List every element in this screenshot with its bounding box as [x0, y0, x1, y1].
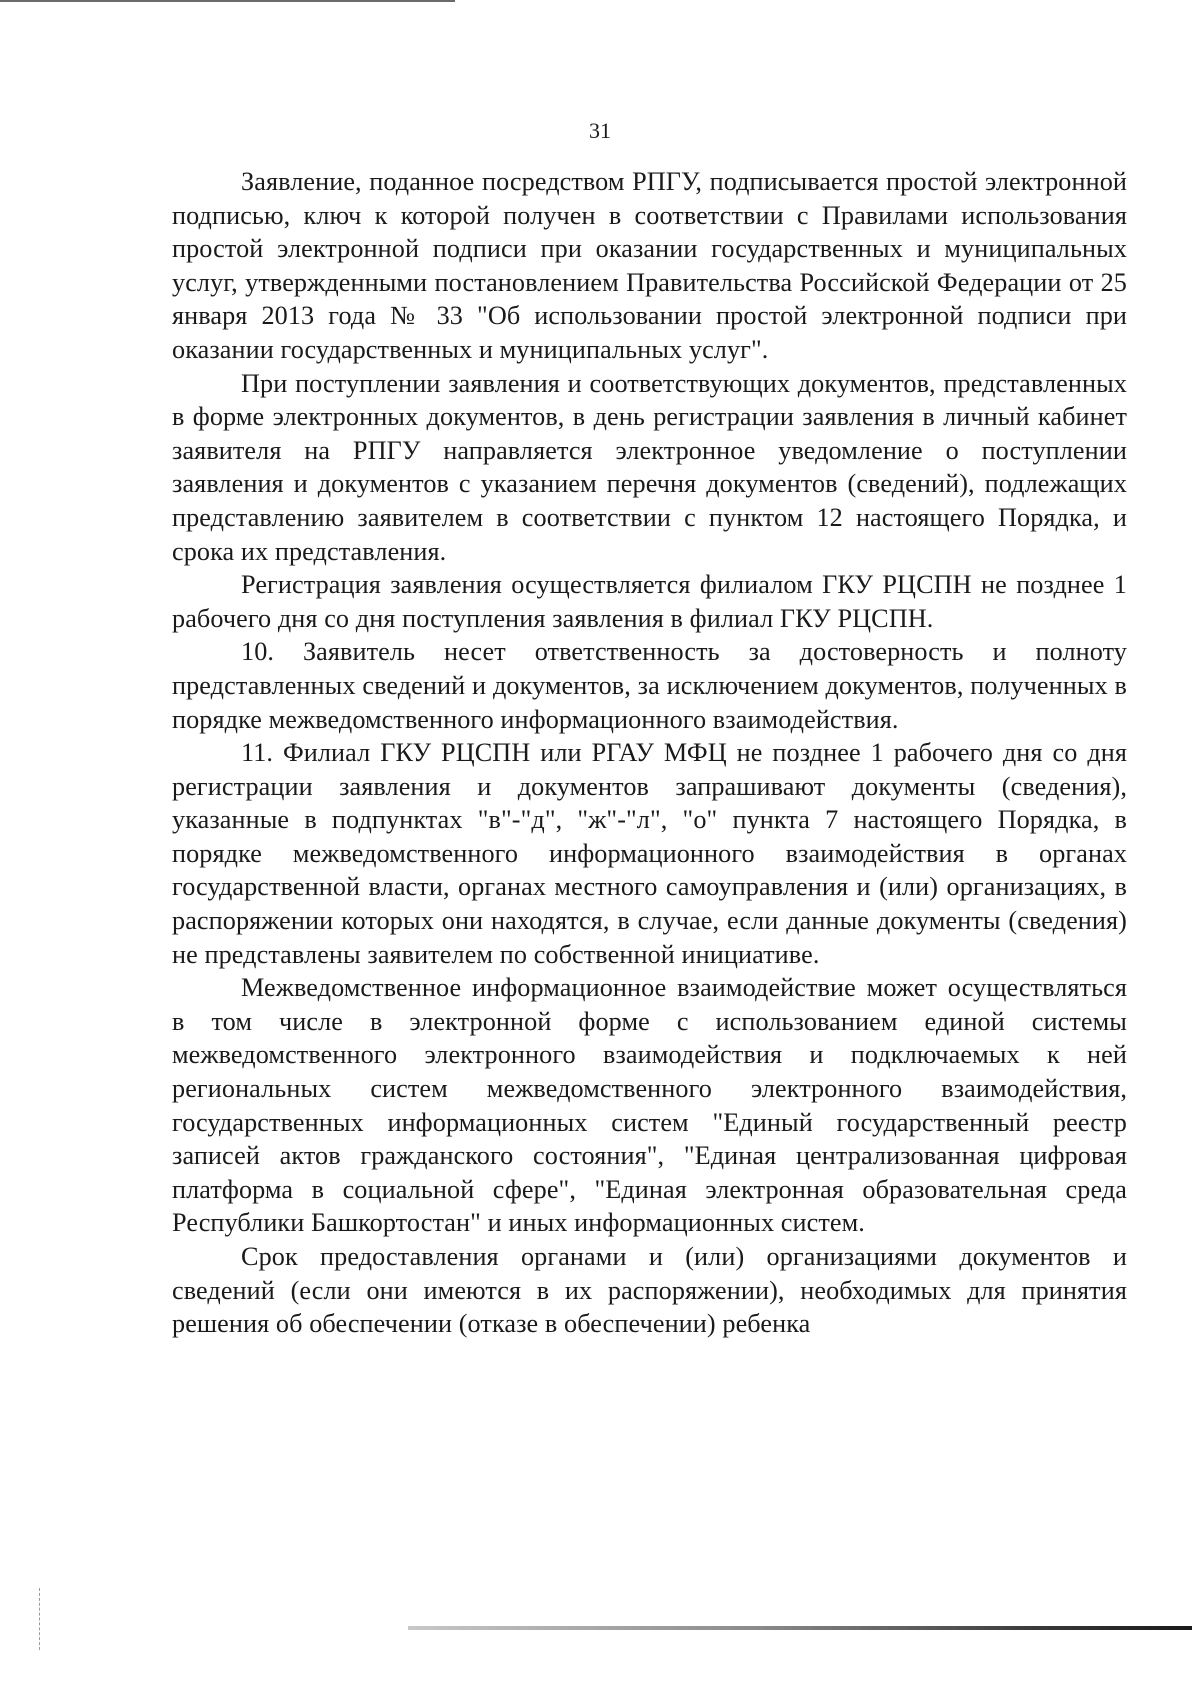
paragraph-4: 10. Заявитель несет ответственность за достоверность и полноту представленных сведений и документов, за исключением документов, полученных в порядке межведомственного информационного взаимодействия.	[172, 637, 1127, 734]
paragraph-6: Межведомственное информационное взаимодействие может осуществляться в том числе в электронной форме с использованием единой системы межведомственного электронного взаимодействия и подключаемых к ней региональных систем межведомственного электронного взаимодействия, государственных информационных систем "Единый государственный реестр записей актов гражданского состояния", "Единая централизованная цифровая платформа в социальной сфере", "Единая электронная образовательная среда Республики Башкортостан" и иных информационных систем.	[172, 973, 1127, 1238]
left-margin-marks	[39, 1588, 41, 1650]
bottom-scan-rule	[408, 1626, 1192, 1630]
paragraph-7: Срок предоставления органами и (или) организациями документов и сведений (если они имеются в их распоряжении), необходимых для принятия решения об обеспечении (отказе в обеспечении) ребенка	[172, 1242, 1127, 1339]
paragraph-5: 11. Филиал ГКУ РЦСПН или РГАУ МФЦ не позднее 1 рабочего дня со дня регистрации заявления и документов запрашивают документы (сведения), указанные в подпунктах "в"-"д", "ж"-"л", "о" пункта 7 настоящего Порядка, в порядке межведомственного информационного взаимодействия в органах государственной власти, органах местного самоуправления и (или) организациях, в распоряжении которых они находятся, в случае, если данные документы (сведения) не представлены заявителем по собственной инициативе.	[172, 738, 1127, 969]
paragraph-2: При поступлении заявления и соответствующих документов, представленных в форме электронных документов, в день регистрации заявления в личный кабинет заявителя на РПГУ направляется электронное уведомление о поступлении заявления и документов с указанием перечня документов (сведений), подлежащих представлению заявителем в соответствии с пунктом 12 настоящего Порядка, и срока их представления.	[172, 368, 1127, 566]
top-scan-rule	[0, 0, 455, 2]
document-body	[172, 165, 1127, 1341]
page-number: 31	[589, 118, 611, 143]
paragraph-1: Заявление, поданное посредством РПГУ, подписывается простой электронной подписью, ключ к которой получен в соответствии с Правилами использования простой электронной подписи при оказании государственных и муниципальных услуг, утвержденными постановлением Правительства Российской Федерации от 25 января 2013 года № 33 "Об использовании простой электронной подписи при оказании государственных и муниципальных услуг".	[172, 167, 1127, 364]
paragraph-3: Регистрация заявления осуществляется филиалом ГКУ РЦСПН не позднее 1 рабочего дня со дня поступления заявления в филиал ГКУ РЦСПН.	[172, 570, 1127, 633]
